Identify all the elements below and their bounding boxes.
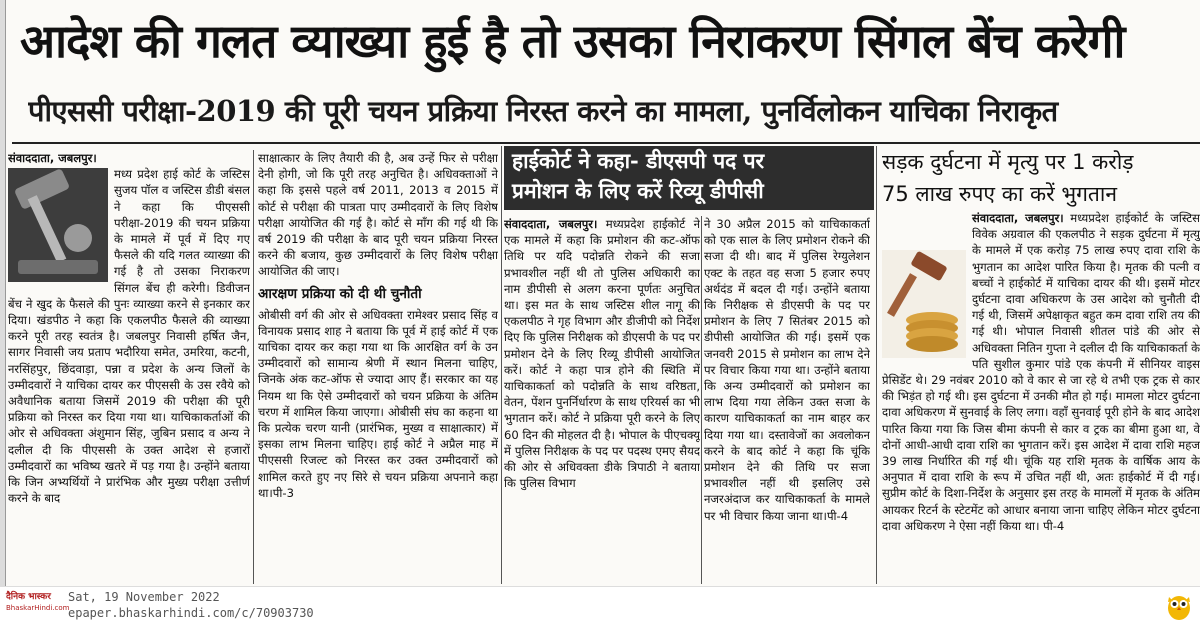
logo-subtitle: BhaskarHindi.com (6, 604, 70, 612)
story2-column1 (504, 216, 700, 584)
story1-body-part2: साक्षात्कार के लिए तैयारी की है, अब उन्हें फिर से परीक्षा देनी होगी, जो कि पूरी तरह अनुचित है। अधिवक्ताओं ने कहा कि इससे पहले वर्ष 2011, 2013 व 2015 में कोर्ट से परीक्षा की पात्रता पाए उम्मीदवारों के लिए विशेष परीक्षा आयोजित की गई है। कोर्ट से माँग की गई थी कि वर्ष 2019 की परीक्षा के बाद पूरी चयन प्रक्रिया निरस्त करने की बजाय, कुछ उम्मीदवारों के लिए विशेष परीक्षा आयोजित की जाए। (258, 151, 498, 279)
column-divider (253, 150, 254, 584)
story3-column (882, 210, 1200, 584)
main-headline: आदेश की गलत व्याख्या हुई है तो उसका निराकरण सिंगल बेंच करेगी (20, 14, 1125, 68)
story3-headline-line2: 75 लाख रुपए का करें भुगतान (882, 182, 1117, 206)
sub-headline: पीएससी परीक्षा-2019 की पूरी चयन प्रक्रिया निरस्त करने का मामला, पुनर्विलोकन याचिका निराकृत (28, 94, 1058, 128)
story2-body-part1: मध्यप्रदेश हाईकोर्ट ने एक मामले में कहा कि प्रमोशन की कट-ऑफ तिथि पर यदि पदोन्नति रोकने की सजा प्रभावशील नहीं थी तो पुलिस अधिकारी का नाम डीपीसी से अलग करना पूर्णतः अनुचित था। इस मत के साथ जस्टिस शील नागू की एकलपीठ ने गृह विभाग और डीजीपी को निर्देश दिए कि पुलिस निरीक्षक को डीएसपी के पद पर प्रमोशन देने के लिए रिव्यू डीपीसी आयोजित करें। कोर्ट ने कहा पात्र होने की स्थिति में याचिकाकर्ता को पदोन्नति के साथ वरिष्ठता, वेतन, पेंशन पुनर्निर्धारण के साथ एरियर्स का भी भुगतान करें। कोर्ट ने प्रक्रिया पूरी करने के लिए 60 दिन की मोहलत दी है। भोपाल के पीएचक्यू में पुलिस निरीक्षक के पद पर पदस्थ एमए सैयद की ओर से अधिवक्ता डीके त्रिपाठी ने बताया कि पुलिस विभाग (504, 217, 700, 491)
column-divider (501, 146, 502, 584)
story1-body-part3: ओबीसी वर्ग की ओर से अधिवक्ता रामेश्वर प्रसाद सिंह व विनायक प्रसाद शाह ने बताया कि पूर्व में हाई कोर्ट में एक याचिका दायर कर कहा गया था कि आरक्षित वर्ग के उन उम्मीदवारों को सामान्य श्रेणी में स्थान मिलना चाहिए, जिनके अंक कट-ऑफ से ज्यादा आए हैं। सरकार का यह नियम था कि ऐसे उम्मीदवारों को चयन प्रक्रिया के अंतिम चरण में शामिल किया जाएगा। ओबीसी संघ का कहना था कि प्रत्येक चरण यानी (प्रारंभिक, मुख्य व साक्षात्कार) में इसका लाभ मिलना चाहिए। हाई कोर्ट ने अप्रैल माह में पीएससी रिजल्ट को निरस्त कर उक्त उम्मीदवारों को शामिल करते हुए नए सिरे से चयन प्रक्रिया अपनाने कहा था।पी-3 (258, 307, 498, 500)
page-edge-rule (0, 0, 6, 586)
story3-headline-line1: सड़क दुर्घटना में मृत्यु पर 1 करोड़ (882, 150, 1134, 174)
clip-url-link[interactable]: epaper.bhaskarhindi.com/c/70903730 (68, 606, 314, 620)
gavel-coins-photo (882, 250, 966, 358)
story1-body-part1: मध्य प्रदेश हाई कोर्ट के जस्टिस सुजय पॉल व जस्टिस डीडी बंसल ने कहा कि पीएससी परीक्षा-2019 की चयन प्रक्रिया के मामले में पूर्व में दिए गए फैसले की यदि गलत व्याख्या की गई है तो उसका निराकरण सिंगल बेंच ही करेगी। डिवीजन बेंच ने खुद के फैसले की पुनः व्याख्या करने से इनकार कर दिया। खंडपीठ ने कहा कि एकलपीठ फैसले की व्याख्या करने पूरी तरह स्वतंत्र है। जबलपुर निवासी हर्षित जैन, सागर निवासी जय प्रताप भदौरिया समेत, उमरिया, कटनी, नरसिंहपुर, छिंदवाड़ा, पन्ना व प्रदेश के अन्य जिलों के उम्मीदवारों ने याचिका दायर कर पीएससी के उस रवैये को अवैधानिक बताया जिसमें 2019 की परीक्षा की पूरी प्रक्रिया को निरस्त कर दिया गया था। याचिकाकर्ताओं की ओर से अधिवक्ता अंशुमान सिंह, जुबिन प्रसाद व अन्य ने दलील दी कि पीएससी के उक्त आदेश से हजारों उम्मीदवारों का भविष्य खतरे में पड़ गया है। उन्होंने बताया कि जिन अभ्यर्थियों ने प्रारंभिक और मुख्य परीक्षा उत्तीर्ण करने के बाद (8, 167, 250, 506)
story2-headline-line1: हाईकोर्ट ने कहा- डीएसपी पद पर (512, 148, 765, 173)
story2-byline: संवाददाता, जबलपुर। (504, 217, 598, 231)
owl-icon[interactable] (1164, 591, 1194, 621)
gavel-photo (8, 168, 108, 282)
story1-section-heading: आरक्षण प्रक्रिया को दी थी चुनौती (258, 285, 422, 302)
story3-headline (882, 146, 1200, 210)
story1-column2 (258, 150, 498, 584)
gavel-coins-icon (882, 250, 966, 358)
story2-column2 (704, 216, 870, 584)
story2-headline-line2: प्रमोशन के लिए करें रिव्यू डीपीसी (512, 178, 764, 203)
epaper-footer (0, 586, 1200, 624)
story1-byline: संवाददाता, जबलपुर। (8, 151, 97, 165)
story3-byline: संवाददाता, जबलपुर। (972, 211, 1064, 225)
column-divider (701, 216, 702, 584)
edition-date: Sat, 19 November 2022 (68, 590, 220, 604)
headline-rule (12, 142, 1200, 144)
story2-headline-box (504, 146, 874, 210)
column-divider (876, 146, 877, 584)
story2-body-part2: ने 30 अप्रैल 2015 को याचिकाकर्ता को एक साल के लिए प्रमोशन रोकने की सजा दी थी। बाद में पुलिस रेग्युलेशन एक्ट के तहत वह सजा 5 हजार रुपए अर्थदंड में बदल दी गई। उन्होंने बताया कि निरीक्षक से डीएसपी के पद पर प्रमोशन के लिए 7 सितंबर 2015 को डीपीसी आयोजित की गई। इसमें एक जनवरी 2015 से प्रमोशन का लाभ देने पर विचार किया गया था। उन्होंने बताया कि अन्य उम्मीदवारों को प्रमोशन का लाभ दिया गया लेकिन उक्त सजा के कारण याचिकाकर्ता का नाम बाहर कर दिया गया था। दस्तावेजों का अवलोकन करने के बाद कोर्ट ने कहा कि चूंकि प्रमोशन देने की तिथि पर सजा प्रभावशील नहीं थी इसलिए उसे नजरअंदाज कर याचिकाकर्ता के मामले पर भी विचार किया जाना था।पी-4 (704, 217, 870, 523)
story1-column1 (8, 150, 250, 584)
story3-body: मध्यप्रदेश हाईकोर्ट के जस्टिस विवेक अग्रवाल की एकलपीठ ने सड़क दुर्घटना में मृत्यु के मामले में एक करोड़ 75 लाख रुपए दावा राशि के भुगतान का आदेश पारित किया है। मृतक की पत्नी व बच्चों ने हाईकोर्ट में याचिका दायर की थी। इसमें मोटर दुर्घटना दावा अधिकरण के उस आदेश को चुनौती दी गई थी, जिसमें अपेक्षाकृत बहुत कम दावा राशि तय की गई थी। भोपाल निवासी शीतल पांडे की ओर से अधिवक्ता नितिन गुप्ता ने दलील दी कि याचिकाकर्ता के पति सुशील कुमार पांडे एक कंपनी में सीनियर वाइस प्रेसिडेंट थे। 29 नवंबर 2010 को वे कार से जा रहे थे तभी एक ट्रक से कार की भिड़ंत हो गई थी। इस दुर्घटना में उनकी मौत हो गई। मामला मोटर दुर्घटना दावा अधिकरण में सुनवाई के लिए लगा। वहाँ सुनवाई पूरी होने के बाद आदेश पारित किया गया कि जिस बीमा कंपनी से कार व ट्रक का बीमा हुआ था, वे दोनों आधी-आधी दावा राशि का भुगतान करें। इस आदेश में दावा राशि महज 39 लाख निर्धारित की गई थी। चूंकि यह राशि मृतक के वार्षिक आय के अनुपात में दावा राशि के रूप में उचित नहीं थी, अतः हाईकोर्ट में दी गई। सुप्रीम कोर्ट के दिशा-निर्देश के अनुसार इस तरह के मामलों में मृतक के अंतिम आयकर रिटर्न के स्टेटमेंट को आधार बनाया जाना चाहिए लेकिन मोटर दुर्घटना दावा अधिकरण ने ऐसा नहीं किया था। पी-4 (882, 211, 1200, 533)
logo-title: दैनिक भास्कर (6, 592, 51, 602)
dainik-bhaskar-logo[interactable] (6, 591, 70, 621)
gavel-icon (8, 168, 108, 282)
